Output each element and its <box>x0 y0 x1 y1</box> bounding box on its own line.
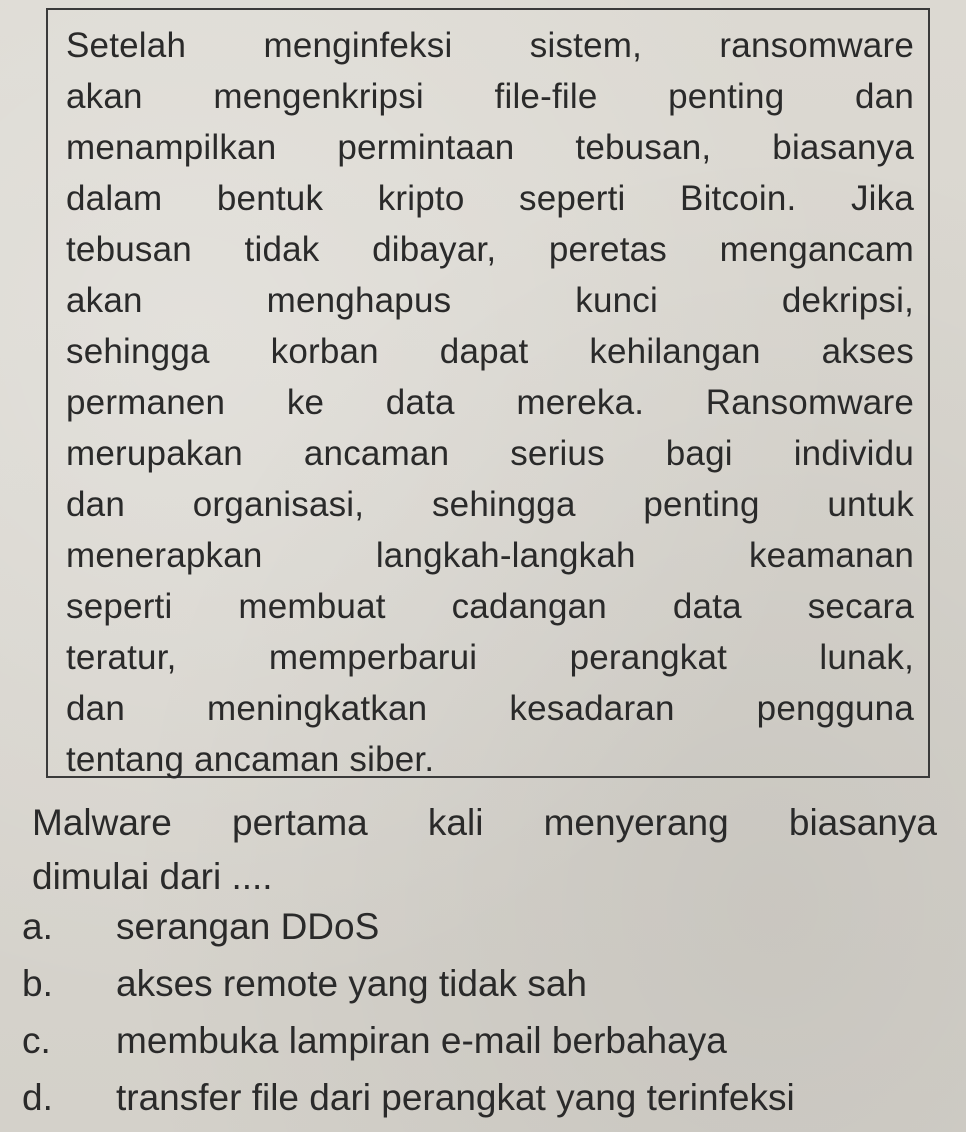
option-text: akses remote yang tidak sah <box>116 963 587 1004</box>
option-text: transfer file dari perangkat yang terinfeksi <box>116 1077 795 1118</box>
option-text: membuka lampiran e-mail berbahaya <box>116 1020 727 1061</box>
passage-line: sehingga korban dapat kehilangan akses <box>66 332 914 371</box>
option-d <box>22 1069 952 1126</box>
option-letter: a. <box>22 906 53 947</box>
option-letter: c. <box>22 1020 51 1061</box>
option-letter: b. <box>22 963 53 1004</box>
question-line: Malware pertama kali menyerang biasanya <box>32 802 937 843</box>
passage-line: dan organisasi, sehingga penting untuk <box>66 485 914 524</box>
passage-line: dalam bentuk kripto seperti Bitcoin. Jika <box>66 179 914 218</box>
passage-line: teratur, memperbarui perangkat lunak, <box>66 638 914 677</box>
passage-line: menerapkan langkah-langkah keamanan <box>66 536 914 575</box>
reading-passage-box <box>46 8 930 778</box>
option-c <box>22 1012 952 1069</box>
passage-line: akan mengenkripsi file-file penting dan <box>66 77 914 116</box>
passage-line: akan menghapus kunci dekripsi, <box>66 281 914 320</box>
option-text: serangan DDoS <box>116 906 380 947</box>
passage-line: permanen ke data mereka. Ransomware <box>66 383 914 422</box>
option-letter: d. <box>22 1077 53 1118</box>
passage-line: menampilkan permintaan tebusan, biasanya <box>66 128 914 167</box>
option-b <box>22 955 952 1012</box>
answer-options <box>22 898 952 1126</box>
question-line: dimulai dari .... <box>32 856 273 897</box>
passage-line: dan meningkatkan kesadaran pengguna <box>66 689 914 728</box>
question-stem <box>32 796 937 904</box>
passage-line: tentang ancaman siber. <box>66 740 435 779</box>
option-a <box>22 898 952 955</box>
passage-line: seperti membuat cadangan data secara <box>66 587 914 626</box>
passage-line: merupakan ancaman serius bagi individu <box>66 434 914 473</box>
passage-line: Setelah menginfeksi sistem, ransomware <box>66 26 914 65</box>
passage-line: tebusan tidak dibayar, peretas mengancam <box>66 230 914 269</box>
